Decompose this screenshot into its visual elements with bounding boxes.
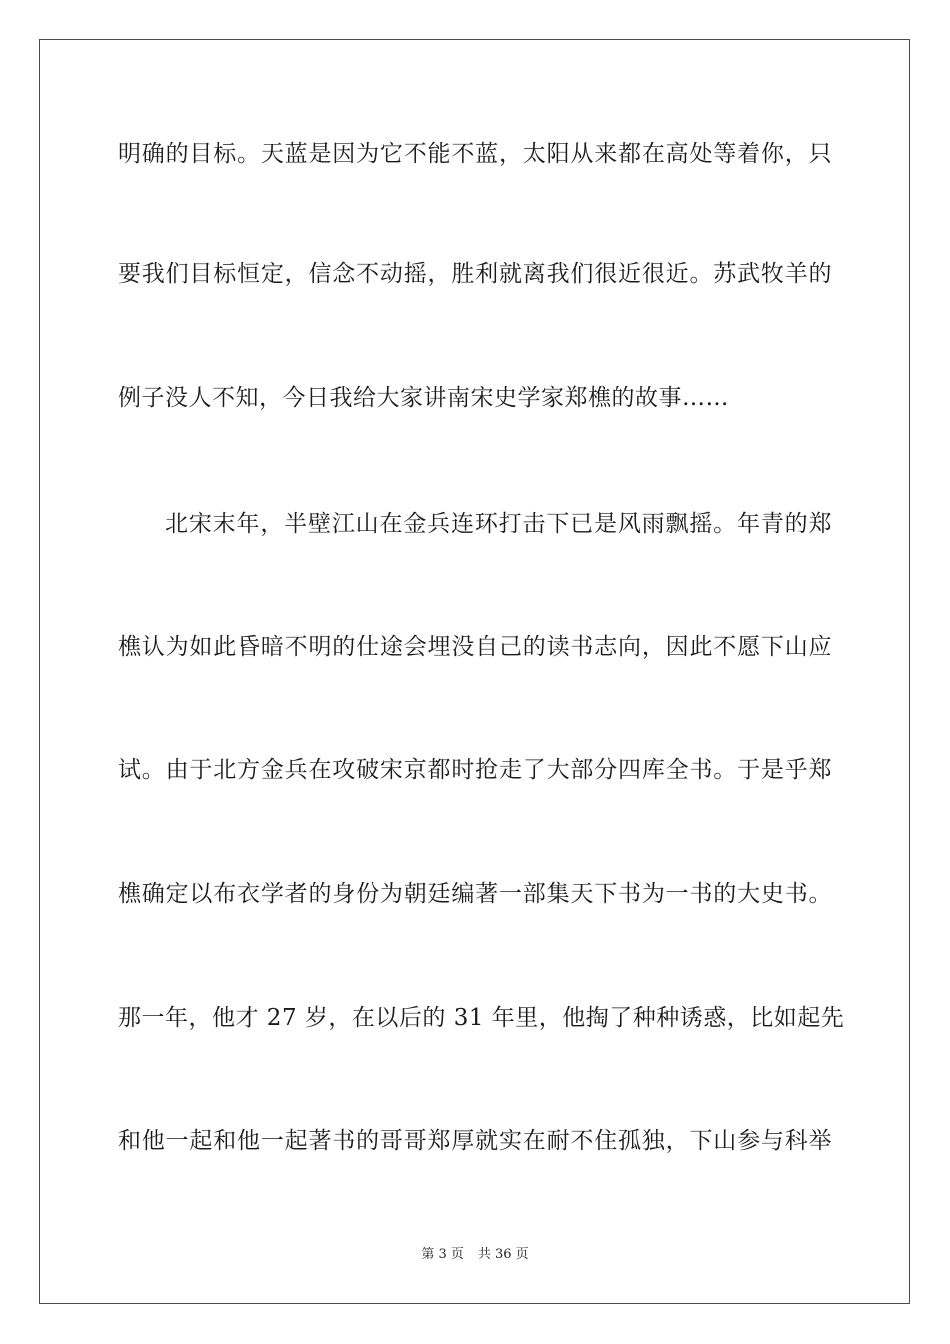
text-line-7: 樵确定以布衣学者的身份为朝廷编著一部集天下书为一书的大史书。 [118, 881, 832, 907]
text-line-8: 那一年，他才 27 岁，在以后的 31 年里，他掏了种种诱惑，比如起先 [118, 1005, 845, 1031]
text-line-1: 明确的目标。天蓝是因为它不能不蓝，太阳从来都在高处等着你，只 [118, 141, 832, 167]
text-line-5: 樵认为如此昏暗不明的仕途会埋没自己的读书志向，因此不愿下山应 [118, 634, 832, 660]
total-pages: 共 36 页 [477, 1247, 529, 1262]
text-line-6: 试。由于北方金兵在攻破宋京都时抢走了大部分四库全书。于是乎郑 [118, 757, 832, 783]
page-border [39, 39, 910, 1304]
text-line-4: 北宋末年，半壁江山在金兵连环打击下已是风雨飘摇。年青的郑 [165, 511, 832, 537]
text-line-3: 例子没人不知，今日我给大家讲南宋史学家郑樵的故事…… [118, 385, 729, 411]
page-footer [0, 1246, 950, 1264]
text-line-2: 要我们目标恒定，信念不动摇，胜利就离我们很近很近。苏武牧羊的 [118, 261, 832, 287]
text-line-9: 和他一起和他一起著书的哥哥郑厚就实在耐不住孤独，下山参与科举 [118, 1128, 832, 1154]
page-number: 第 3 页 [421, 1247, 464, 1262]
